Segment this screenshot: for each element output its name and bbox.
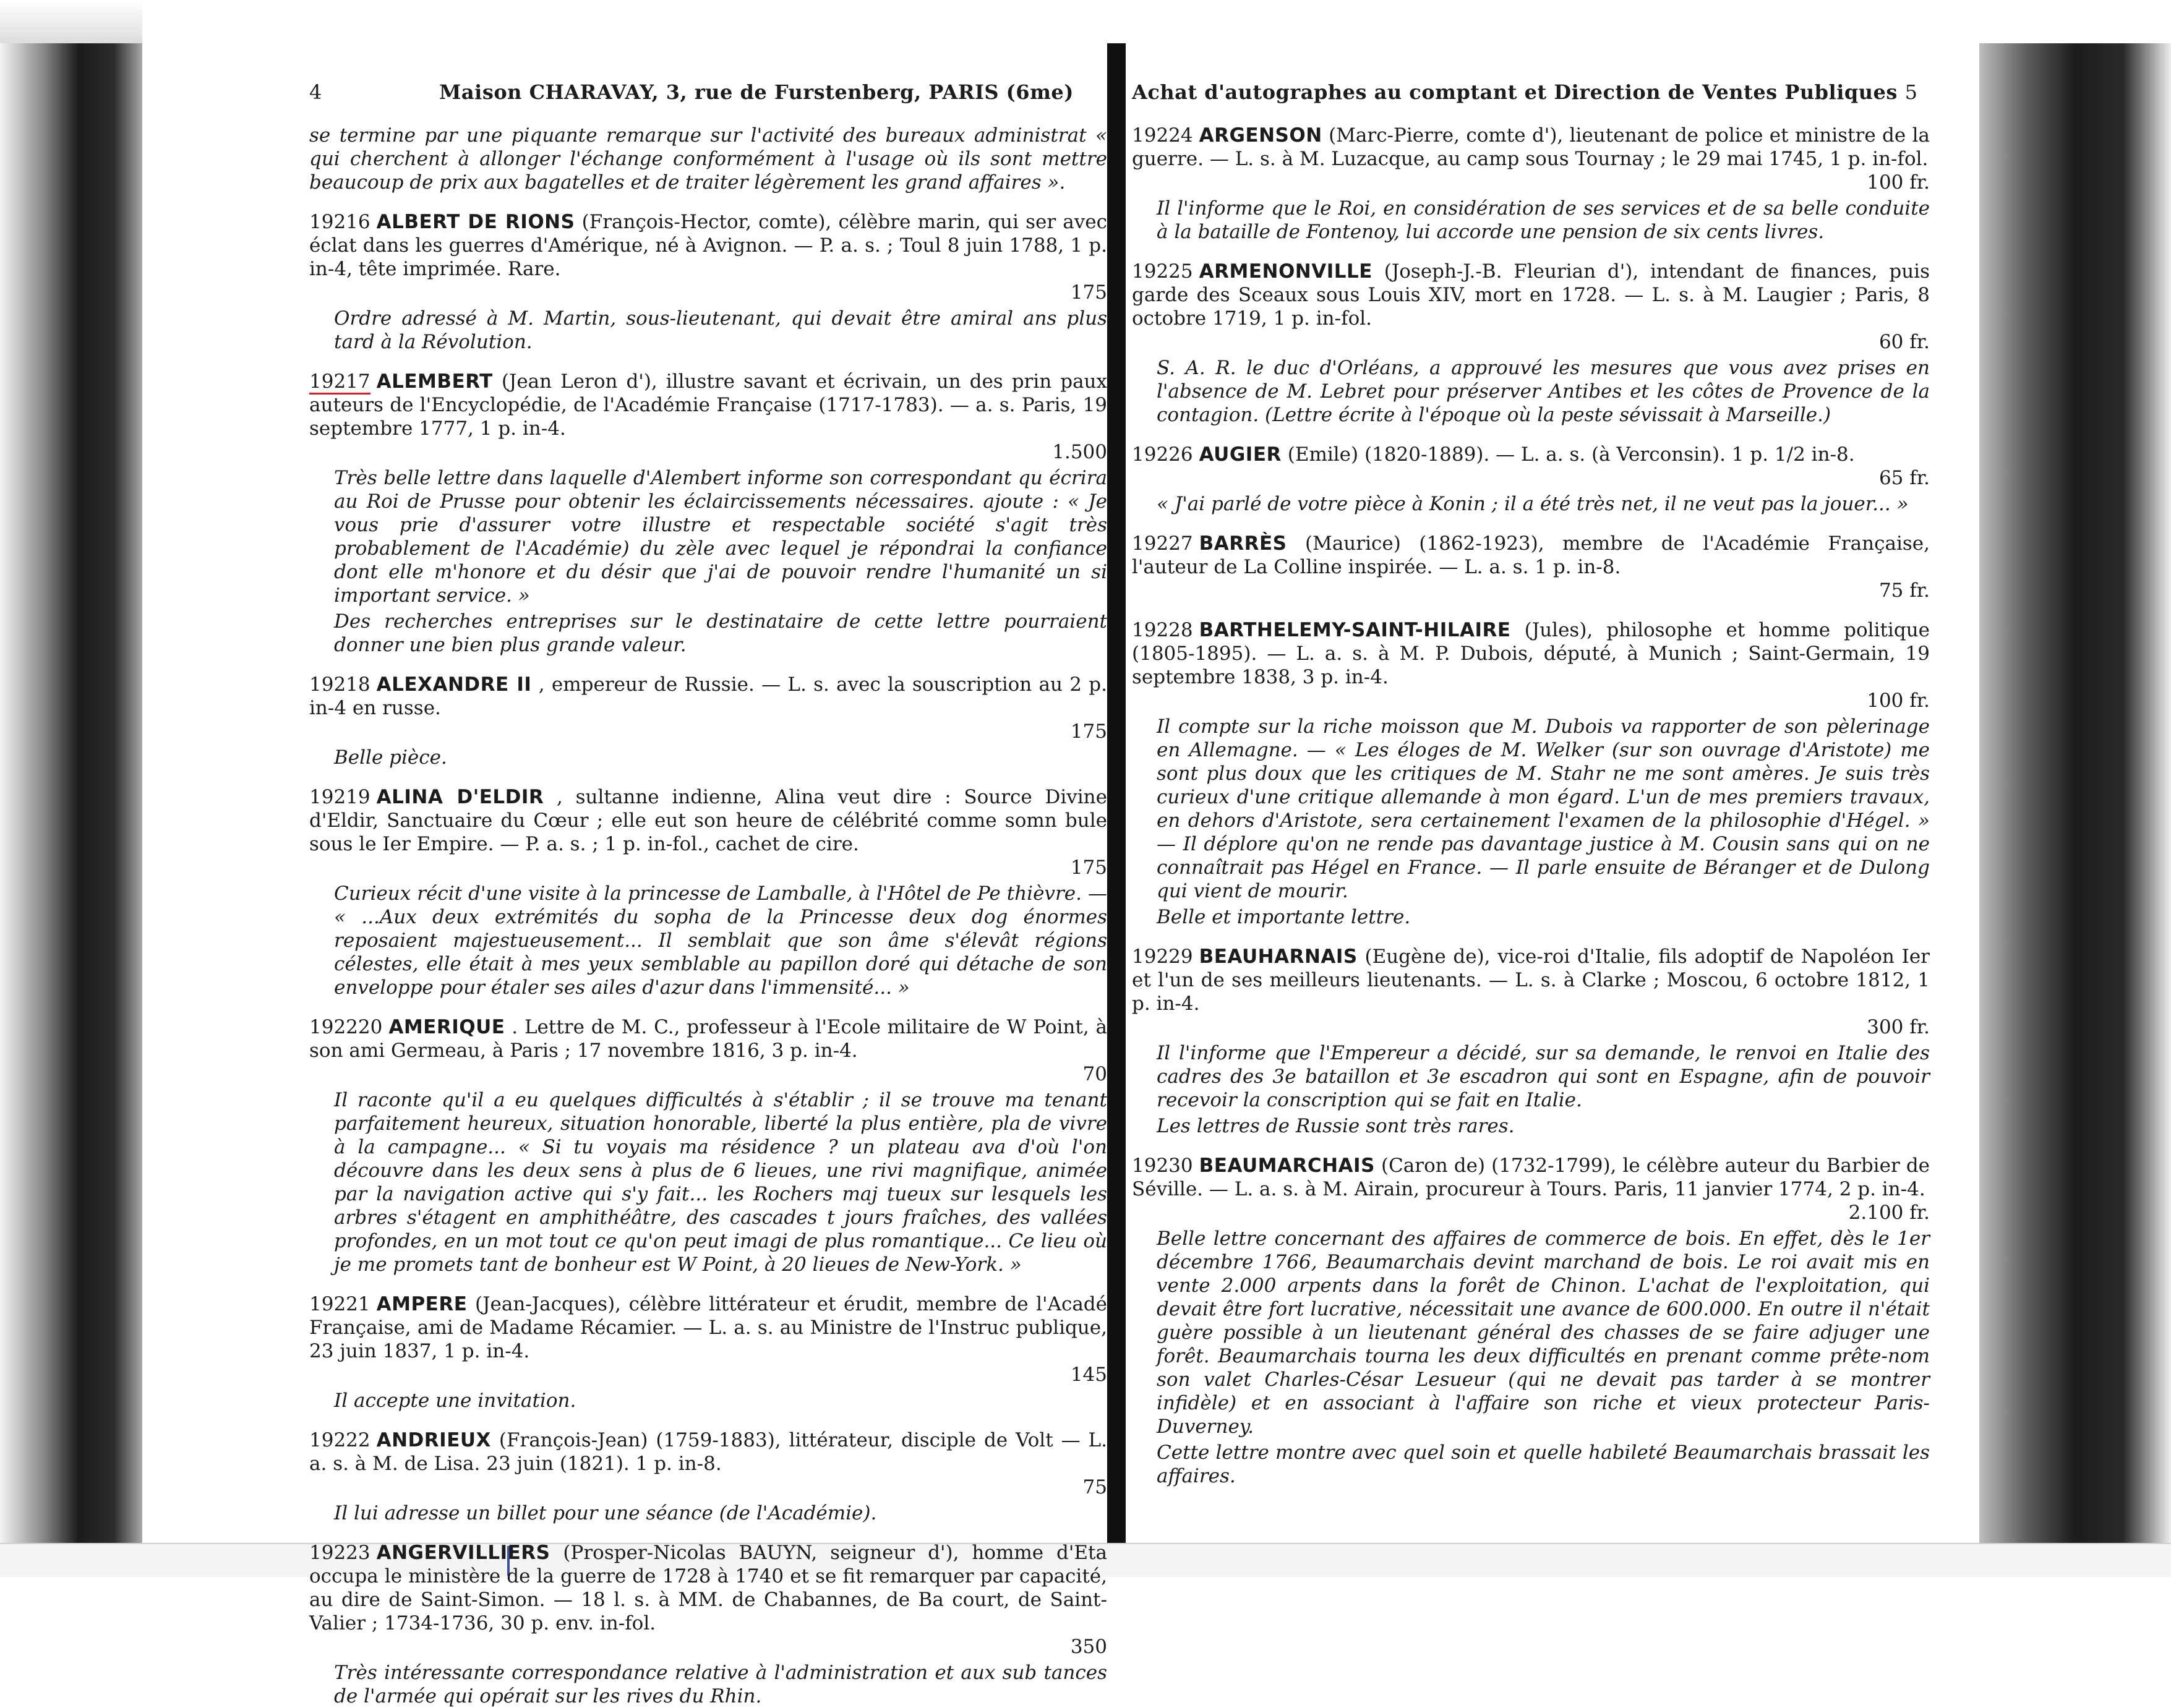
entry-note: Il lui adresse un billet pour une séance (de l'Académie). (334, 1502, 877, 1524)
autograph-name: ANGERVILLIERS (376, 1542, 550, 1564)
autograph-name: ALBERT DE RIONS (376, 211, 575, 233)
entry-note: Il raconte qu'il a eu quelques difficultés à s'établir ; il se trouve ma tenant parfaitement heureux, situation honorable, liberté la plus entière, pla de vivre à la campagne... « Si tu voyais ma résidence ? un plateau ava d'où l'on découvre dans les deux sens à plus de 6 lieues, une rivi magnifique, animée par la navigation active qui s'y fait... les Rochers maj tueux sur lesquels les arbres s'étagent en amphithéâtre, des cascades t jours fraîches, des vallées profondes, en un mot tout ce qu'on peut imagi de plus romantique... Ce lieu où je me promets tant de bonheur est W Point, à 20 lieues de New-York. » (334, 1089, 1107, 1276)
right-page (1132, 80, 1930, 1540)
lot-number: 19222 (309, 1429, 370, 1451)
autograph-name: BARRÈS (1199, 532, 1287, 555)
lot-number: 19228 (1132, 619, 1193, 641)
price: 75 fr. (1878, 579, 1930, 602)
autograph-name: ALINA D'ELDIR (376, 786, 544, 808)
autograph-name: AMPERE (376, 1293, 468, 1315)
price: 300 fr. (1867, 1016, 1930, 1038)
price: 350 (1070, 1636, 1107, 1658)
price: 175 (1070, 281, 1107, 304)
entry-note: Il l'informe que l'Empereur a décidé, sur sa demande, le renvoi en Italie des cadres des 3e bataillon et 3e escadron qui sont en Espagne, afin de pouvoir recevoir la conscription qui se fait en Italie. (1157, 1042, 1930, 1111)
entry-note: Cette lettre montre avec quel soin et quelle habileté Beaumarchais brassait les affaires. (1157, 1441, 1930, 1487)
scan-edge-top-left (0, 0, 142, 49)
entry-description: (Jules), philosophe et homme politique (1805-1895). — L. a. s. à M. P. Dubois, député, à Munich ; Saint-Germain, 19 septembre 1838, 3 p. in-4. (1132, 619, 1930, 688)
lot-number: 19223 (309, 1542, 370, 1564)
catalogue-entries (309, 210, 1107, 1708)
catalogue-entry (1132, 945, 1930, 1138)
autograph-name: BEAUHARNAIS (1199, 946, 1358, 968)
continued-note: se termine par une piquante remarque sur l'activité des bureaux administrat « qui cherchent à allonger l'échange conformément à l'usage où ils sont mettre beaucoup de prix aux bagatelles et de traiter légèrement les grand affaires ». (309, 124, 1107, 194)
entry-description: , sultanne indienne, Alina veut dire : Source Divine d'Eldir, Sanctuaire du Cœur ; elle eut son heure de célébrité comme somn bule sous le Ier Empire. — P. a. s. ; 1 p. in-fol., cachet de cire. (309, 786, 1107, 855)
entry-note: Très intéressante correspondance relative à l'administration et aux sub tances de l'armée qui opérait sur les rives du Rhin. (334, 1662, 1107, 1707)
scan-shadow-left (0, 43, 142, 1552)
entry-note: Ordre adressé à M. Martin, sous-lieutenant, qui devait être amiral ans plus tard à la Révolution. (334, 307, 1107, 353)
autograph-name: BEAUMARCHAIS (1199, 1155, 1375, 1177)
price: 175 (1070, 856, 1107, 879)
autograph-name: ARGENSON (1199, 124, 1322, 147)
catalogue-entry (309, 1428, 1107, 1525)
entry-heading (1132, 443, 1930, 466)
catalogue-entry (309, 1541, 1107, 1708)
autograph-name: BARTHELEMY-SAINT-HILAIRE (1199, 619, 1511, 641)
entry-note: Très belle lettre dans laquelle d'Alembert informe son correspondant qu écrira au Roi de Prusse pour obtenir les éclaircissements nécessaires. ajoute : « Je vous prie d'assurer votre illustre et respectable société s'agit très probablement de l'Académie) du zèle avec lequel je répondrai la confiance dont elle m'honore et du désir que j'ai de pouvoir rendre l'humanité un si important service. » (334, 467, 1107, 607)
entry-description: (Caron de) (1732-1799), le célèbre auteur du Barbier de Séville. — L. a. s. à M. Airain, procureur à Tours. Paris, 11 janvier 1774, 2 p. in-4. (1132, 1155, 1930, 1200)
price: 65 fr. (1878, 467, 1930, 489)
entry-heading (309, 1015, 1107, 1062)
entry-note: Il l'informe que le Roi, en considération de ses services et de sa belle conduite à la bataille de Fontenoy, lui accorde une pension de six cents livres. (1157, 197, 1930, 243)
entry-description: (Maurice) (1862-1923), membre de l'Académie Française, l'auteur de La Colline inspirée. — L. a. s. 1 p. in-8. (1132, 532, 1930, 578)
running-head-title: Achat d'autographes au comptant et Direction de Ventes Publiques (1132, 80, 1898, 104)
catalogue-entry (309, 785, 1107, 999)
entry-description: (Marc-Pierre, comte d'), lieutenant de police et ministre de la guerre. — L. s. à M. Luzacque, au camp sous Tournay ; le 29 mai 1745, 1 p. in-fol. (1132, 124, 1930, 170)
lot-number: 19218 (309, 673, 370, 696)
price: 175 (1070, 720, 1107, 743)
catalogue-entry (309, 1292, 1107, 1412)
entry-note: Les lettres de Russie sont très rares. (1157, 1115, 1515, 1137)
lot-number: 19225 (1132, 260, 1193, 283)
left-page (309, 80, 1108, 1707)
entry-description: , empereur de Russie. — L. s. avec la souscription au 2 p. in-4 en russe. (309, 673, 1107, 719)
autograph-name: ANDRIEUX (376, 1429, 491, 1451)
autograph-name: ARMENONVILLE (1199, 260, 1372, 283)
entry-heading (309, 1428, 1107, 1475)
entry-note: Il compte sur la riche moisson que M. Dubois va rapporter de son pèlerinage en Allemagne. — « Les éloges de M. Welker (sur son ouvrage d'Aristote) me sont plus doux que les critiques de M. Stahr ne me sont amères. Je suis très curieux d'une critique allemande à mon égard. L'un de mes premiers travaux, en dehors d'Aristote, sera certainement l'examen de la philosophie d'Hégel. » — Il déplore qu'on ne rende pas davantage justice à M. Cousin sans qui on ne connaîtrait pas Hégel en France. — Il parle ensuite de Béranger et de Dulong qui vient de mourir. (1157, 715, 1930, 902)
lot-number: 19216 (309, 211, 370, 233)
catalogue-entries (1132, 124, 1930, 1488)
entry-heading (309, 785, 1107, 856)
book-gutter (1107, 43, 1126, 1546)
entry-description: (François-Jean) (1759-1883), littérateur, disciple de Volt — L. a. s. à M. de Lisa. 23 juin (1821). 1 p. in-8. (309, 1429, 1107, 1475)
entry-note: « J'ai parlé de votre pièce à Konin ; il a été très net, il ne veut pas la jouer... » (1157, 493, 1909, 515)
autograph-name: AUGIER (1199, 443, 1282, 466)
catalogue-entry (1132, 124, 1930, 244)
page-number: 4 (309, 80, 322, 104)
catalogue-entry (309, 1015, 1107, 1276)
lot-number: 19224 (1132, 124, 1193, 147)
entry-heading (1132, 260, 1930, 330)
catalogue-entry (1132, 443, 1930, 516)
lot-number: 19229 (1132, 946, 1193, 968)
catalogue-entry (1132, 532, 1930, 602)
price: 145 (1070, 1364, 1107, 1386)
price: 70 (1082, 1063, 1107, 1085)
lot-number: 19230 (1132, 1155, 1193, 1177)
running-head-title: Maison CHARAVAY, 3, rue de Furstenberg, PARIS (6me) (439, 80, 1074, 104)
lot-number: 19217 (309, 370, 370, 395)
autograph-name: AMERIQUE (388, 1016, 505, 1038)
price: 1.500 (1052, 441, 1107, 463)
price: 75 (1082, 1476, 1107, 1498)
entry-description: (Emile) (1820-1889). — L. a. s. (à Verconsin). 1 p. 1/2 in-8. (1287, 443, 1855, 466)
entry-note: Belle lettre concernant des affaires de commerce de bois. En effet, dès le 1er décembre 1766, Beaumarchais devint marchand de bois. Le roi avait mis en vente 2.000 arpents dans la forêt de Chinon. L'achat de l'exploitation, qui devait être fort lucrative, nécessitait une avance de 600.000. En outre il n'était guère possible à un lieutenant général des chasses de se faire adjuger une forêt. Beaumarchais tourna les deux difficultés en prenant comme prête-nom son valet Charles-César Lesueur (qui ne devait pas tarder à se montrer infidèle) et en associant à l'affaire son riche et vieux protecteur Paris-Duverney. (1157, 1228, 1930, 1438)
entry-heading (309, 673, 1107, 720)
price: 100 fr. (1867, 171, 1930, 194)
price: 100 fr. (1867, 690, 1930, 712)
entry-note: Des recherches entreprises sur le destinataire de cette lettre pourraient donner une bien plus grande valeur. (334, 610, 1107, 656)
running-head-right (1132, 80, 1930, 124)
catalogue-entry (1132, 618, 1930, 929)
entry-heading (1132, 618, 1930, 689)
entry-heading (309, 210, 1107, 281)
entry-heading (1132, 532, 1930, 579)
autograph-name: ALEMBERT (376, 370, 493, 393)
entry-heading (1132, 124, 1930, 171)
entry-heading (309, 370, 1107, 440)
catalogue-entry (309, 210, 1107, 354)
price: 60 fr. (1878, 331, 1930, 353)
catalogue-entry (1132, 260, 1930, 427)
lot-number: 19221 (309, 1293, 370, 1315)
entry-description: (Joseph-J.-B. Fleurian d'), intendant de finances, puis garde des Sceaux sous Louis XIV, mort en 1728. — L. s. à M. Laugier ; Paris, 8 octobre 1719, 1 p. in-fol. (1132, 260, 1930, 330)
scan-shadow-right (1979, 43, 2171, 1552)
entry-heading (309, 1292, 1107, 1363)
catalogue-entry (1132, 1154, 1930, 1488)
entry-description: (François-Hector, comte), célèbre marin, qui ser avec éclat dans les guerres d'Amérique, né à Avignon. — P. a. s. ; Toul 8 juin 1788, 1 p. in-4, tête imprimée. Rare. (309, 211, 1108, 280)
page-number: 5 (1904, 80, 1917, 104)
entry-note: Il accepte une invitation. (334, 1390, 576, 1412)
entry-heading (1132, 945, 1930, 1015)
entry-description: (Jean-Jacques), célèbre littérateur et érudit, membre de l'Acadé Française, ami de Madame Récamier. — L. a. s. au Ministre de l'Instruc publique, 23 juin 1837, 1 p. in-4. (309, 1293, 1107, 1362)
entry-heading (1132, 1154, 1930, 1201)
catalogue-entry (309, 370, 1107, 657)
entry-note: Belle pièce. (334, 746, 447, 769)
autograph-name: ALEXANDRE II (376, 673, 532, 696)
entry-note: S. A. R. le duc d'Orléans, a approuvé les mesures que vous avez prises en l'absence de M. Lebret pour préserver Antibes et les côtes de Provence de la contagion. (Lettre écrite à l'époque où la peste sévissait à Marseille.) (1157, 357, 1930, 426)
entry-note: Curieux récit d'une visite à la princesse de Lamballe, à l'Hôtel de Pe thièvre. — « ...Aux deux extrémités du sopha de la Princesse deux dog énormes reposaient majestueusement... Il semblait que son âme s'élevât régions célestes, elle était à mes yeux semblable au papillon doré qui détache de son enveloppe pour étaler ses ailes d'azur dans l'immensité... » (334, 882, 1107, 999)
entry-description: (Jean Leron d'), illustre savant et écrivain, un des prin paux auteurs de l'Encyclopédie, de l'Académie Française (1717-1783). — a. s. Paris, 19 septembre 1777, 1 p. in-4. (309, 370, 1107, 440)
entry-note: Belle et importante lettre. (1157, 906, 1411, 928)
entry-description: . Lettre de M. C., professeur à l'Ecole militaire de W Point, à son ami Germeau, à Paris ; 17 novembre 1816, 3 p. in-4. (309, 1016, 1107, 1062)
lot-number: 19226 (1132, 443, 1193, 466)
entry-description: (Eugène de), vice-roi d'Italie, fils adoptif de Napoléon Ier et l'un de ses meilleurs lieutenants. — L. s. à Clarke ; Moscou, 6 octobre 1812, 1 p. in-4. (1132, 946, 1930, 1015)
price: 2.100 fr. (1848, 1202, 1930, 1224)
entry-description: (Prosper-Nicolas BAUYN, seigneur d'), homme d'Eta occupa le ministère de la guerre de 1728 à 1740 et se fit remarquer par capacité, au dire de Saint-Simon. — 18 l. s. à MM. de Chabannes, de Ba court, de Saint-Valier ; 1734-1736, 30 p. env. in-fol. (309, 1542, 1107, 1634)
catalogue-entry (309, 673, 1107, 769)
lot-number: 19227 (1132, 532, 1193, 555)
lot-number: 19219 (309, 786, 370, 808)
entry-heading (309, 1541, 1107, 1635)
lot-number: 192220 (309, 1016, 383, 1038)
running-head-left (309, 80, 1107, 124)
